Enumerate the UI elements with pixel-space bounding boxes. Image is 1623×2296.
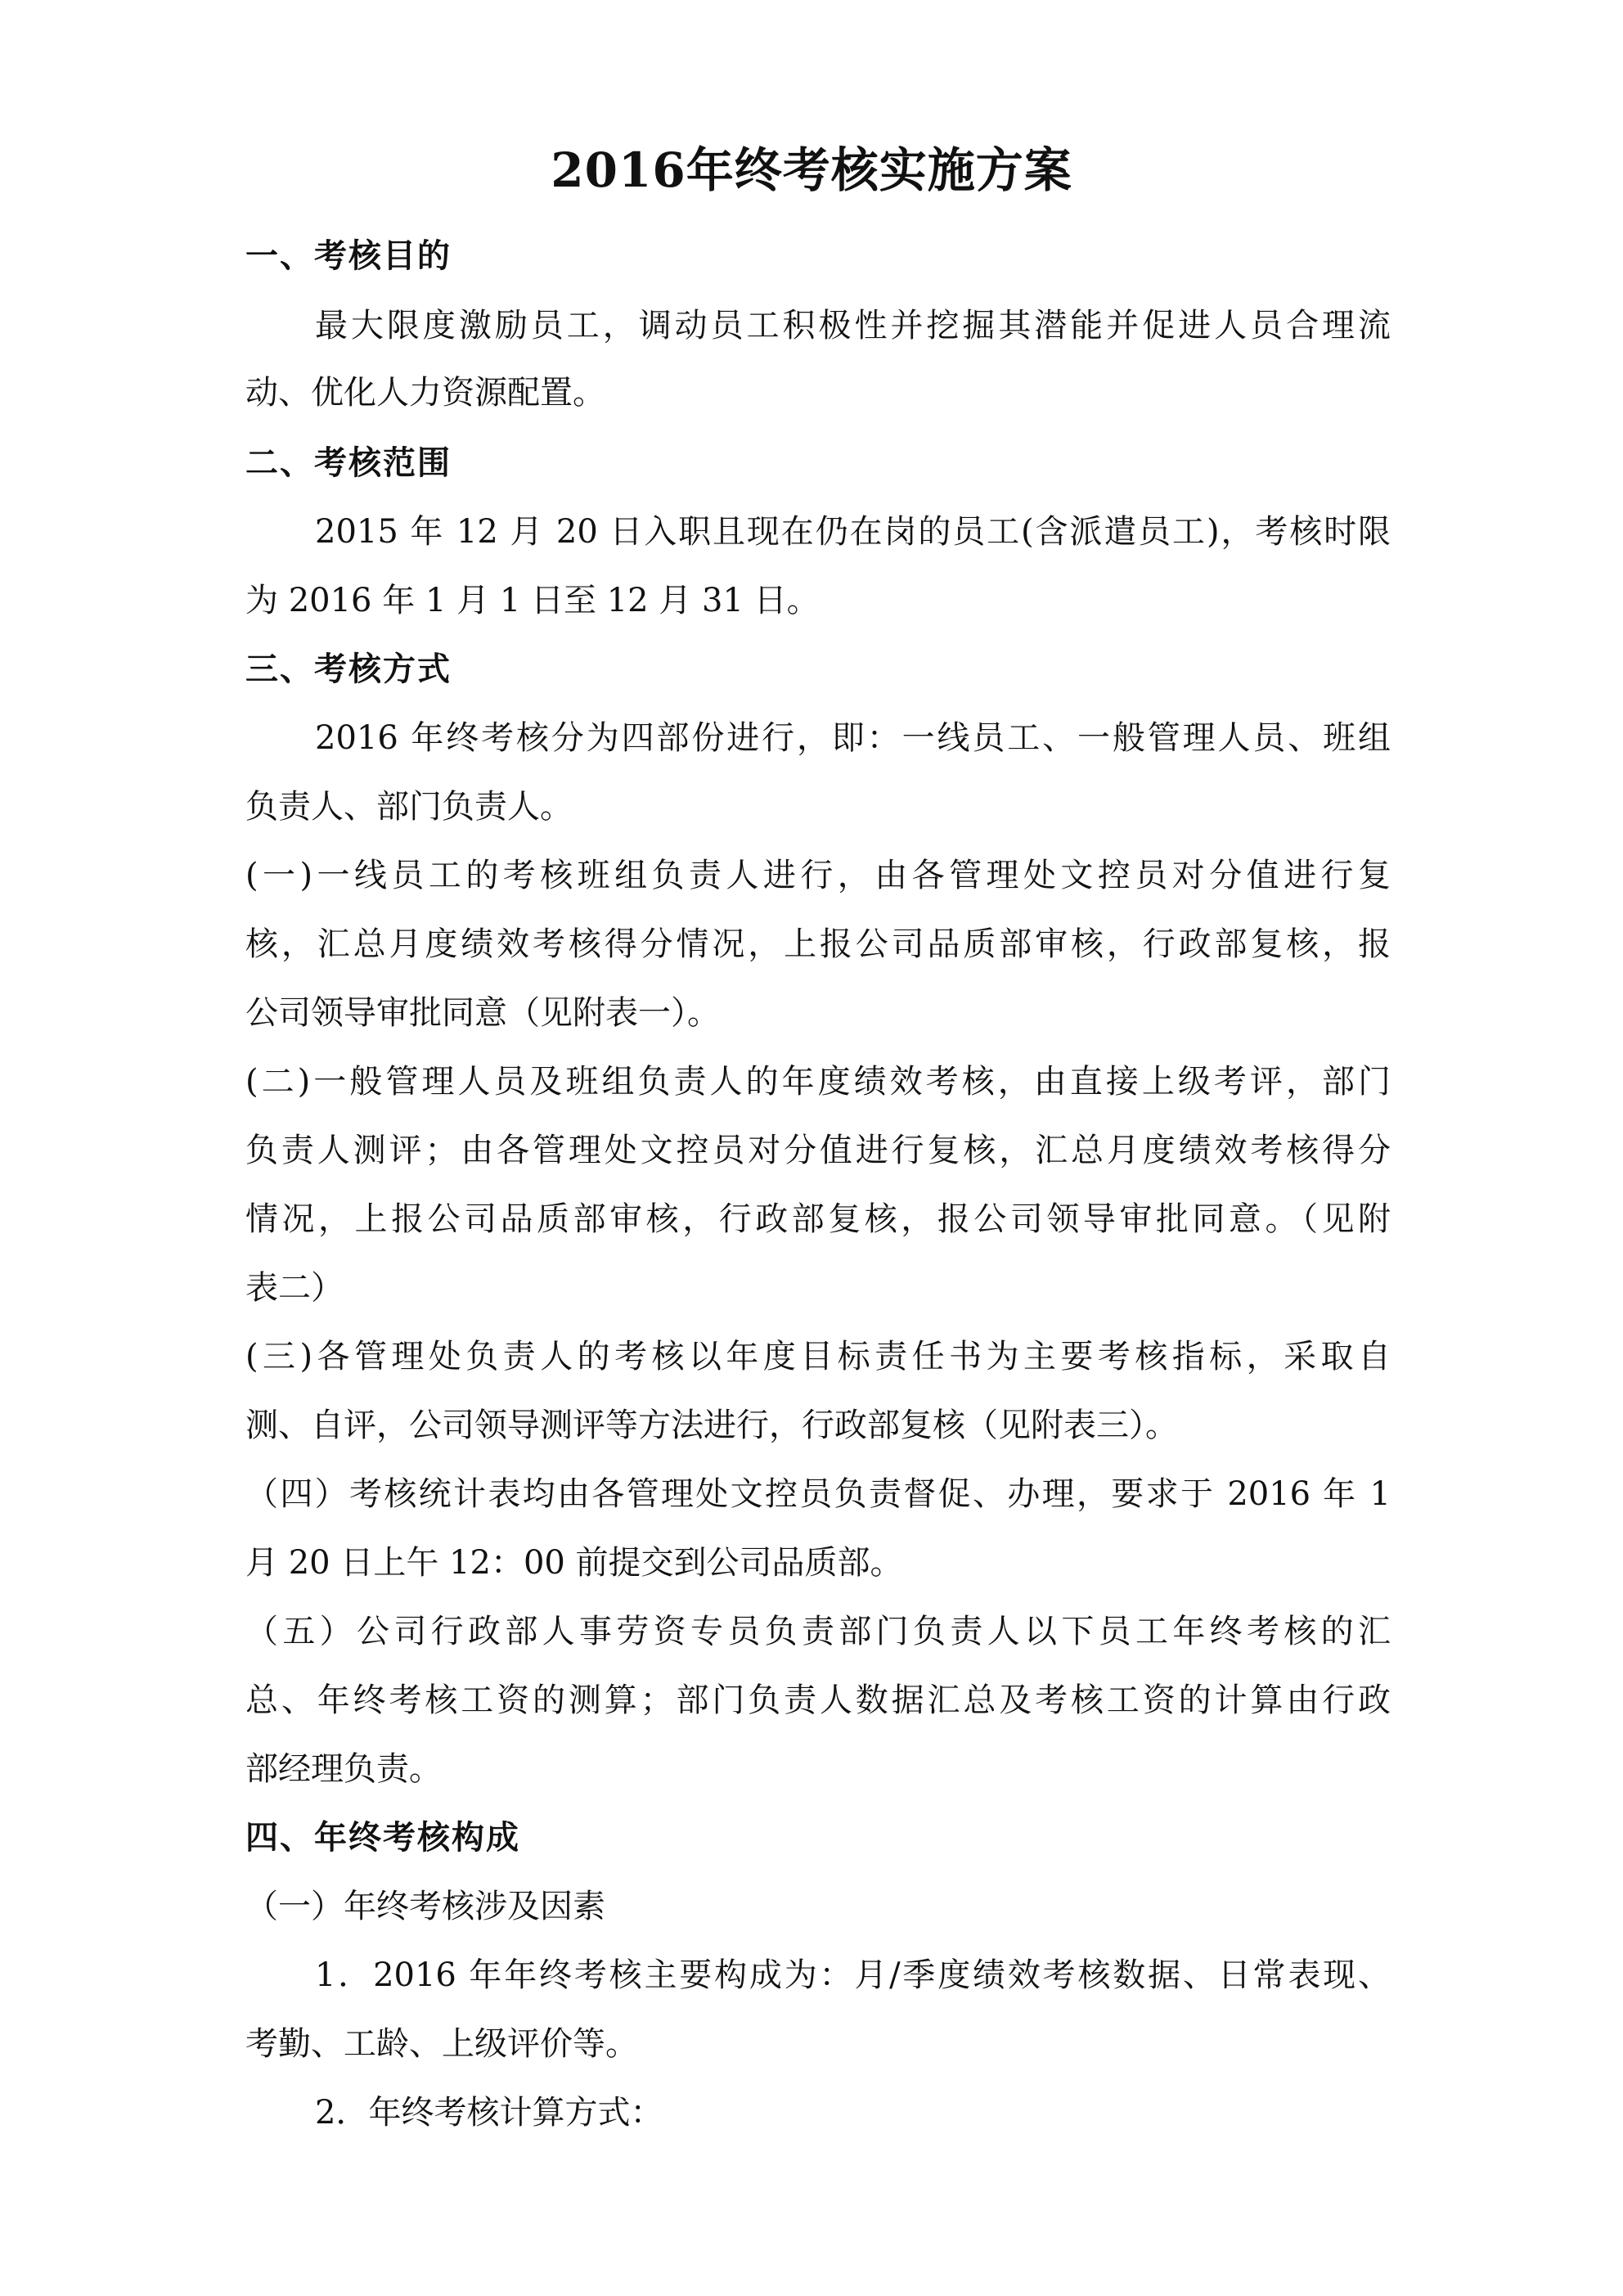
paragraph-line: （五）公司行政部人事劳资专员负责部门负责人以下员工年终考核的汇 <box>245 1613 1391 1650</box>
paragraph-line: 测、自评，公司领导测评等方法进行，行政部复核（见附表三）。 <box>245 1407 1178 1444</box>
document-title: 2016年终考核实施方案 <box>551 142 1072 198</box>
paragraph-line: 情况，上报公司品质部审核，行政部复核，报公司领导审批同意。（见附 <box>245 1200 1391 1238</box>
paragraph-line: 动、优化人力资源配置。 <box>245 374 605 412</box>
paragraph-line: 考勤、工龄、上级评价等。 <box>245 2025 638 2063</box>
paragraph-line: 2016 年终考核分为四部份进行，即：一线员工、一般管理人员、班组 <box>315 719 1391 757</box>
subsection-heading: （一）年终考核涉及因素 <box>245 1888 605 1925</box>
paragraph-line: 月 20 日上午 12：00 前提交到公司品质部。 <box>245 1544 903 1582</box>
paragraph-line: 负责人测评；由各管理处文控员对分值进行复核，汇总月度绩效考核得分 <box>245 1132 1391 1169</box>
paragraph-line: (三)各管理处负责人的考核以年度目标责任书为主要考核指标，采取自 <box>245 1338 1391 1375</box>
paragraph-line: 最大限度激励员工，调动员工积极性并挖掘其潜能并促进人员合理流 <box>315 307 1391 344</box>
paragraph-line: (二)一般管理人员及班组负责人的年度绩效考核，由直接上级考评，部门 <box>245 1063 1391 1101</box>
paragraph-line: 核，汇总月度绩效考核得分情况，上报公司品质部审核，行政部复核，报 <box>245 925 1391 963</box>
section-heading-method: 三、考核方式 <box>245 650 452 688</box>
paragraph-line: (一)一线员工的考核班组负责人进行，由各管理处文控员对分值进行复 <box>245 857 1391 894</box>
paragraph-line: 部经理负责。 <box>245 1750 442 1788</box>
paragraph-line: 公司领导审批同意（见附表一）。 <box>245 994 720 1032</box>
paragraph-line: 为 2016 年 1 月 1 日至 12 月 31 日。 <box>245 582 820 619</box>
section-heading-scope: 二、考核范围 <box>245 443 452 482</box>
paragraph-line: 负责人、部门负责人。 <box>245 788 573 826</box>
paragraph-line: 总、年终考核工资的测算；部门负责人数据汇总及考核工资的计算由行政 <box>245 1681 1391 1719</box>
paragraph-line: 2．年终考核计算方式： <box>315 2094 663 2132</box>
paragraph-line: 1．2016 年年终考核主要构成为：月/季度绩效考核数据、日常表现、 <box>315 1956 1391 1994</box>
paragraph-line: 表二） <box>245 1269 344 1307</box>
paragraph-line: （四）考核统计表均由各管理处文控员负责督促、办理，要求于 2016 年 1 <box>245 1475 1391 1513</box>
paragraph-line: 2015 年 12 月 20 日入职且现在仍在岗的员工(含派遣员工)，考核时限 <box>315 513 1391 551</box>
section-heading-composition: 四、年终考核构成 <box>245 1818 520 1857</box>
section-heading-purpose: 一、考核目的 <box>245 236 452 275</box>
